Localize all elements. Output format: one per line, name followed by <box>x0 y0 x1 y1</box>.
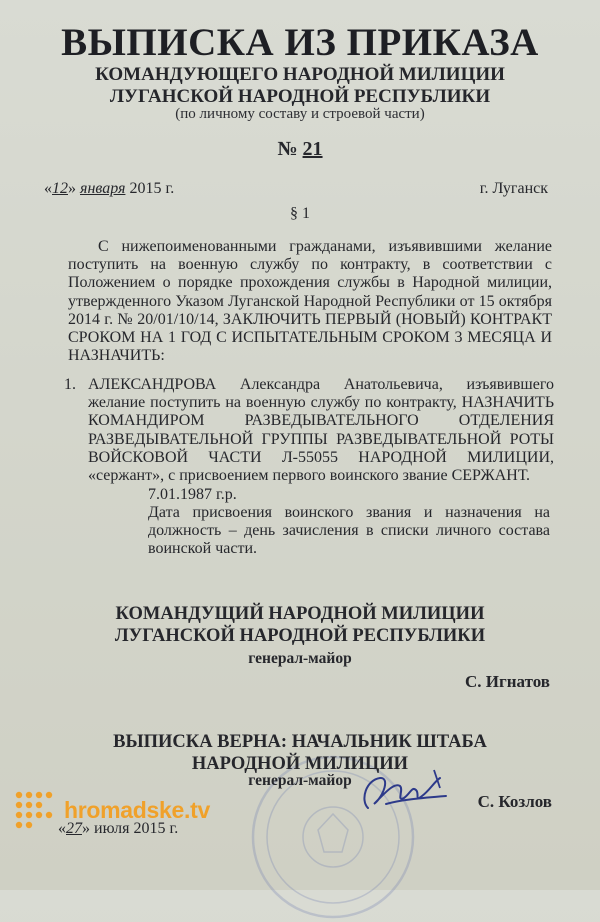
assignment-note: Дата присвоения воинского звания и назначения на должность – день зачисления в списки личного состава воинской части. <box>148 504 550 558</box>
date-day: 12 <box>52 180 68 197</box>
watermark <box>14 790 210 830</box>
order-city: г. Луганск <box>479 180 548 197</box>
date-open-quote: « <box>44 180 52 197</box>
date-month: января <box>80 180 126 197</box>
item-number: 1. <box>64 376 76 393</box>
issuer-line-1: КОМАНДУЮЩЕГО НАРОДНОЙ МИЛИЦИИ <box>95 64 505 85</box>
section-sign: § 1 <box>290 205 310 222</box>
commander-title-line-1: КОМАНДУЩИЙ НАРОДНОЙ МИЛИЦИИ <box>115 604 485 624</box>
item-text: АЛЕКСАНДРОВА Александра Анатольевича, изъявившего желание поступить на военную службу по контракту, НАЗНАЧИТЬ КОМАНДИРОМ РАЗВЕДЫВАТЕЛЬНОГО ОТДЕЛЕНИЯ РАЗВЕДЫВАТЕЛЬНОЙ ГРУППЫ РАЗВЕДЫВАТЕЛЬНОЙ РОТЫ ВОЙСКОВОЙ ЧАСТИ Л-55055 НАРОДНОЙ МИЛИЦИИ, «сержант», с присвоением первого воинского звание СЕРЖАНТ. <box>88 376 554 485</box>
document-title: ВЫПИСКА ИЗ ПРИКАЗА <box>61 21 539 64</box>
commander-title-line-2: ЛУГАНСКОЙ НАРОДНОЙ РЕСПУБЛИКИ <box>114 626 486 646</box>
commander-rank: генерал-майор <box>248 650 352 667</box>
order-category: (по личному составу и строевой части) <box>175 106 425 122</box>
date-year: 2015 г. <box>129 180 175 197</box>
certifier-title-line-1: ВЫПИСКА ВЕРНА: НАЧАЛЬНИК ШТАБА <box>113 732 487 752</box>
intro-paragraph: С нижепоименованными гражданами, изъявившими желание поступить на военную службу по контракту, в соответствии с Положением о порядке прохождения службы в Народной милиции, утвержденного Указом Луганской Народной Республики от 15 октября 2014 г. № 20/01/10/14, ЗАКЛЮЧИТЬ ПЕРВЫЙ (НОВЫЙ) КОНТРАКТ СРОКОМ НА 1 ГОД С ИСПЫТАТЕЛЬНЫМ СРОКОМ 3 МЕСЯЦА И НАЗНАЧИТЬ: <box>68 238 552 365</box>
commander-name: С. Игнатов <box>465 672 550 691</box>
certifier-rank: генерал-майор <box>248 772 352 789</box>
number-value: 21 <box>302 138 323 160</box>
handwritten-signature-icon <box>350 760 460 820</box>
birth-date: 7.01.1987 г.р. <box>148 486 237 503</box>
watermark-text: hromadske.tv <box>64 796 210 823</box>
footer-month-year: июля 2015 г. <box>94 820 179 837</box>
footer-day: 27 <box>66 820 82 837</box>
number-sign: № <box>277 138 298 160</box>
footer-close-quote: » <box>82 820 90 837</box>
footer-open-quote: « <box>58 820 66 837</box>
issuer-line-2: ЛУГАНСКОЙ НАРОДНОЙ РЕСПУБЛИКИ <box>109 86 491 107</box>
certifier-name: С. Козлов <box>477 792 552 811</box>
certifier-title-line-2: НАРОДНОЙ МИЛИЦИИ <box>191 754 409 774</box>
order-date <box>44 180 174 198</box>
hromadske-logo-icon <box>14 790 58 830</box>
order-number <box>0 138 600 161</box>
list-item <box>64 376 554 485</box>
date-close-quote: » <box>68 180 76 197</box>
